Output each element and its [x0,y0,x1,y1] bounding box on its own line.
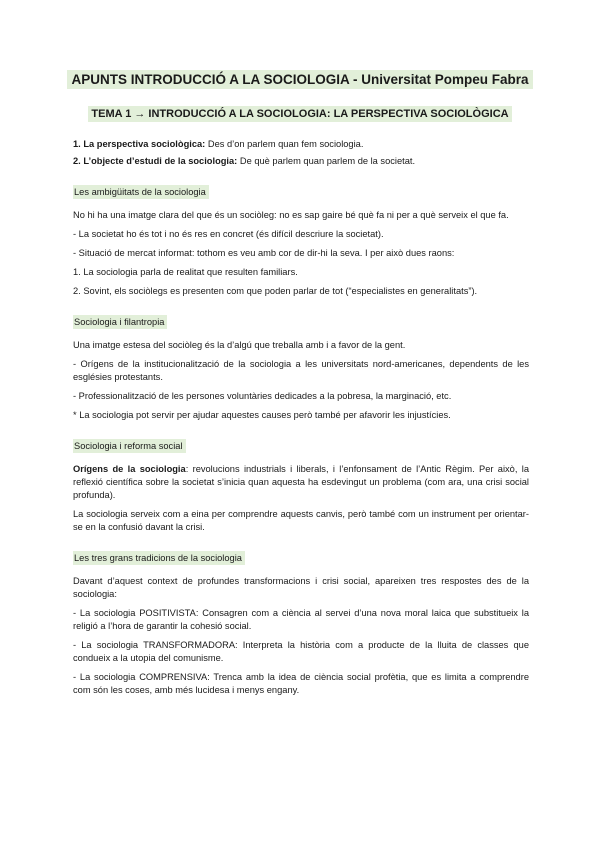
paragraph: - La sociologia COMPRENSIVA: Trenca amb la idea de ciència social profètia, que es limita a comprendre com són les coses, amb més lucidesa i menys engany. [73,672,529,695]
paragraph: - La sociologia POSITIVISTA: Consagren com a ciència al servei d’una nova moral laica que substitueix la religió a l’hora de garantir la cohesió social. [73,608,529,631]
paragraph: - Orígens de la institucionalització de la sociologia a les universitats nord-americanes, dependents de les esglésies protestants. [73,359,529,382]
intro-item-2: 2. L’objecte d’estudi de la sociologia: De què parlem quan parlem de la societat. [73,156,416,166]
paragraph: Davant d’aquest context de profundes transformacions i crisi social, apareixen tres respostes des de la sociologia: [73,576,529,599]
paragraph: - Professionalització de les persones voluntàries dedicades a la pobresa, la marginació, etc. [73,391,452,401]
section-heading-ambiguitats: Les ambigüitats de la sociologia [73,186,529,199]
paragraph: - Situació de mercat informat: tothom es veu amb cor de dir-hi la seva. I per això dues raons: [73,248,455,258]
paragraph: 2. Sovint, els sociòlegs es presenten com que poden parlar de tot (“especialistes en generalitats”). [73,286,478,296]
section-heading-tradicions: Les tres grans tradicions de la sociologia [73,552,529,565]
paragraph: - La sociologia TRANSFORMADORA: Interpreta la història com a producte de la lluita de classes que condueix a la utopia del comunisme. [73,640,529,663]
intro-item-1: 1. La perspectiva sociològica: Des d’on parlem quan fem sociologia. [73,139,364,149]
document-subtitle: TEMA 1 → INTRODUCCIÓ A LA SOCIOLOGIA: LA PERSPECTIVA SOCIOLÒGICA [0,108,600,120]
paragraph: * La sociologia pot servir per ajudar aquestes causes però també per afavorir les injustícies. [73,410,451,420]
document-body [73,138,529,703]
paragraph: 1. La sociologia parla de realitat que resulten familiars. [73,267,298,277]
paragraph: No hi ha una imatge clara del que és un sociòleg: no es sap gaire bé què fa ni per a què serveix el que fa. [73,210,509,220]
paragraph: - La societat ho és tot i no és res en concret (és difícil descriure la societat). [73,229,384,239]
section-heading-reforma-social: Sociologia i reforma social [73,440,529,453]
document-title: APUNTS INTRODUCCIÓ A LA SOCIOLOGIA - Universitat Pompeu Fabra [0,72,600,87]
section-heading-filantropia: Sociologia i filantropia [73,316,529,329]
paragraph: La sociologia serveix com a eina per comprendre aquests canvis, però també com un instrument per orientar-se en la confusió davant la crisi. [73,509,529,532]
paragraph: Una imatge estesa del sociòleg és la d’algú que treballa amb i a favor de la gent. [73,340,406,350]
paragraph: Orígens de la sociologia: revolucions industrials i liberals, i l’enfonsament de l’Antic Règim. Per això, la reflexió científica sobre la societat s’inicia quan aquesta ha esdevingut un problema (com ara, una crisi social profunda). [73,464,529,500]
